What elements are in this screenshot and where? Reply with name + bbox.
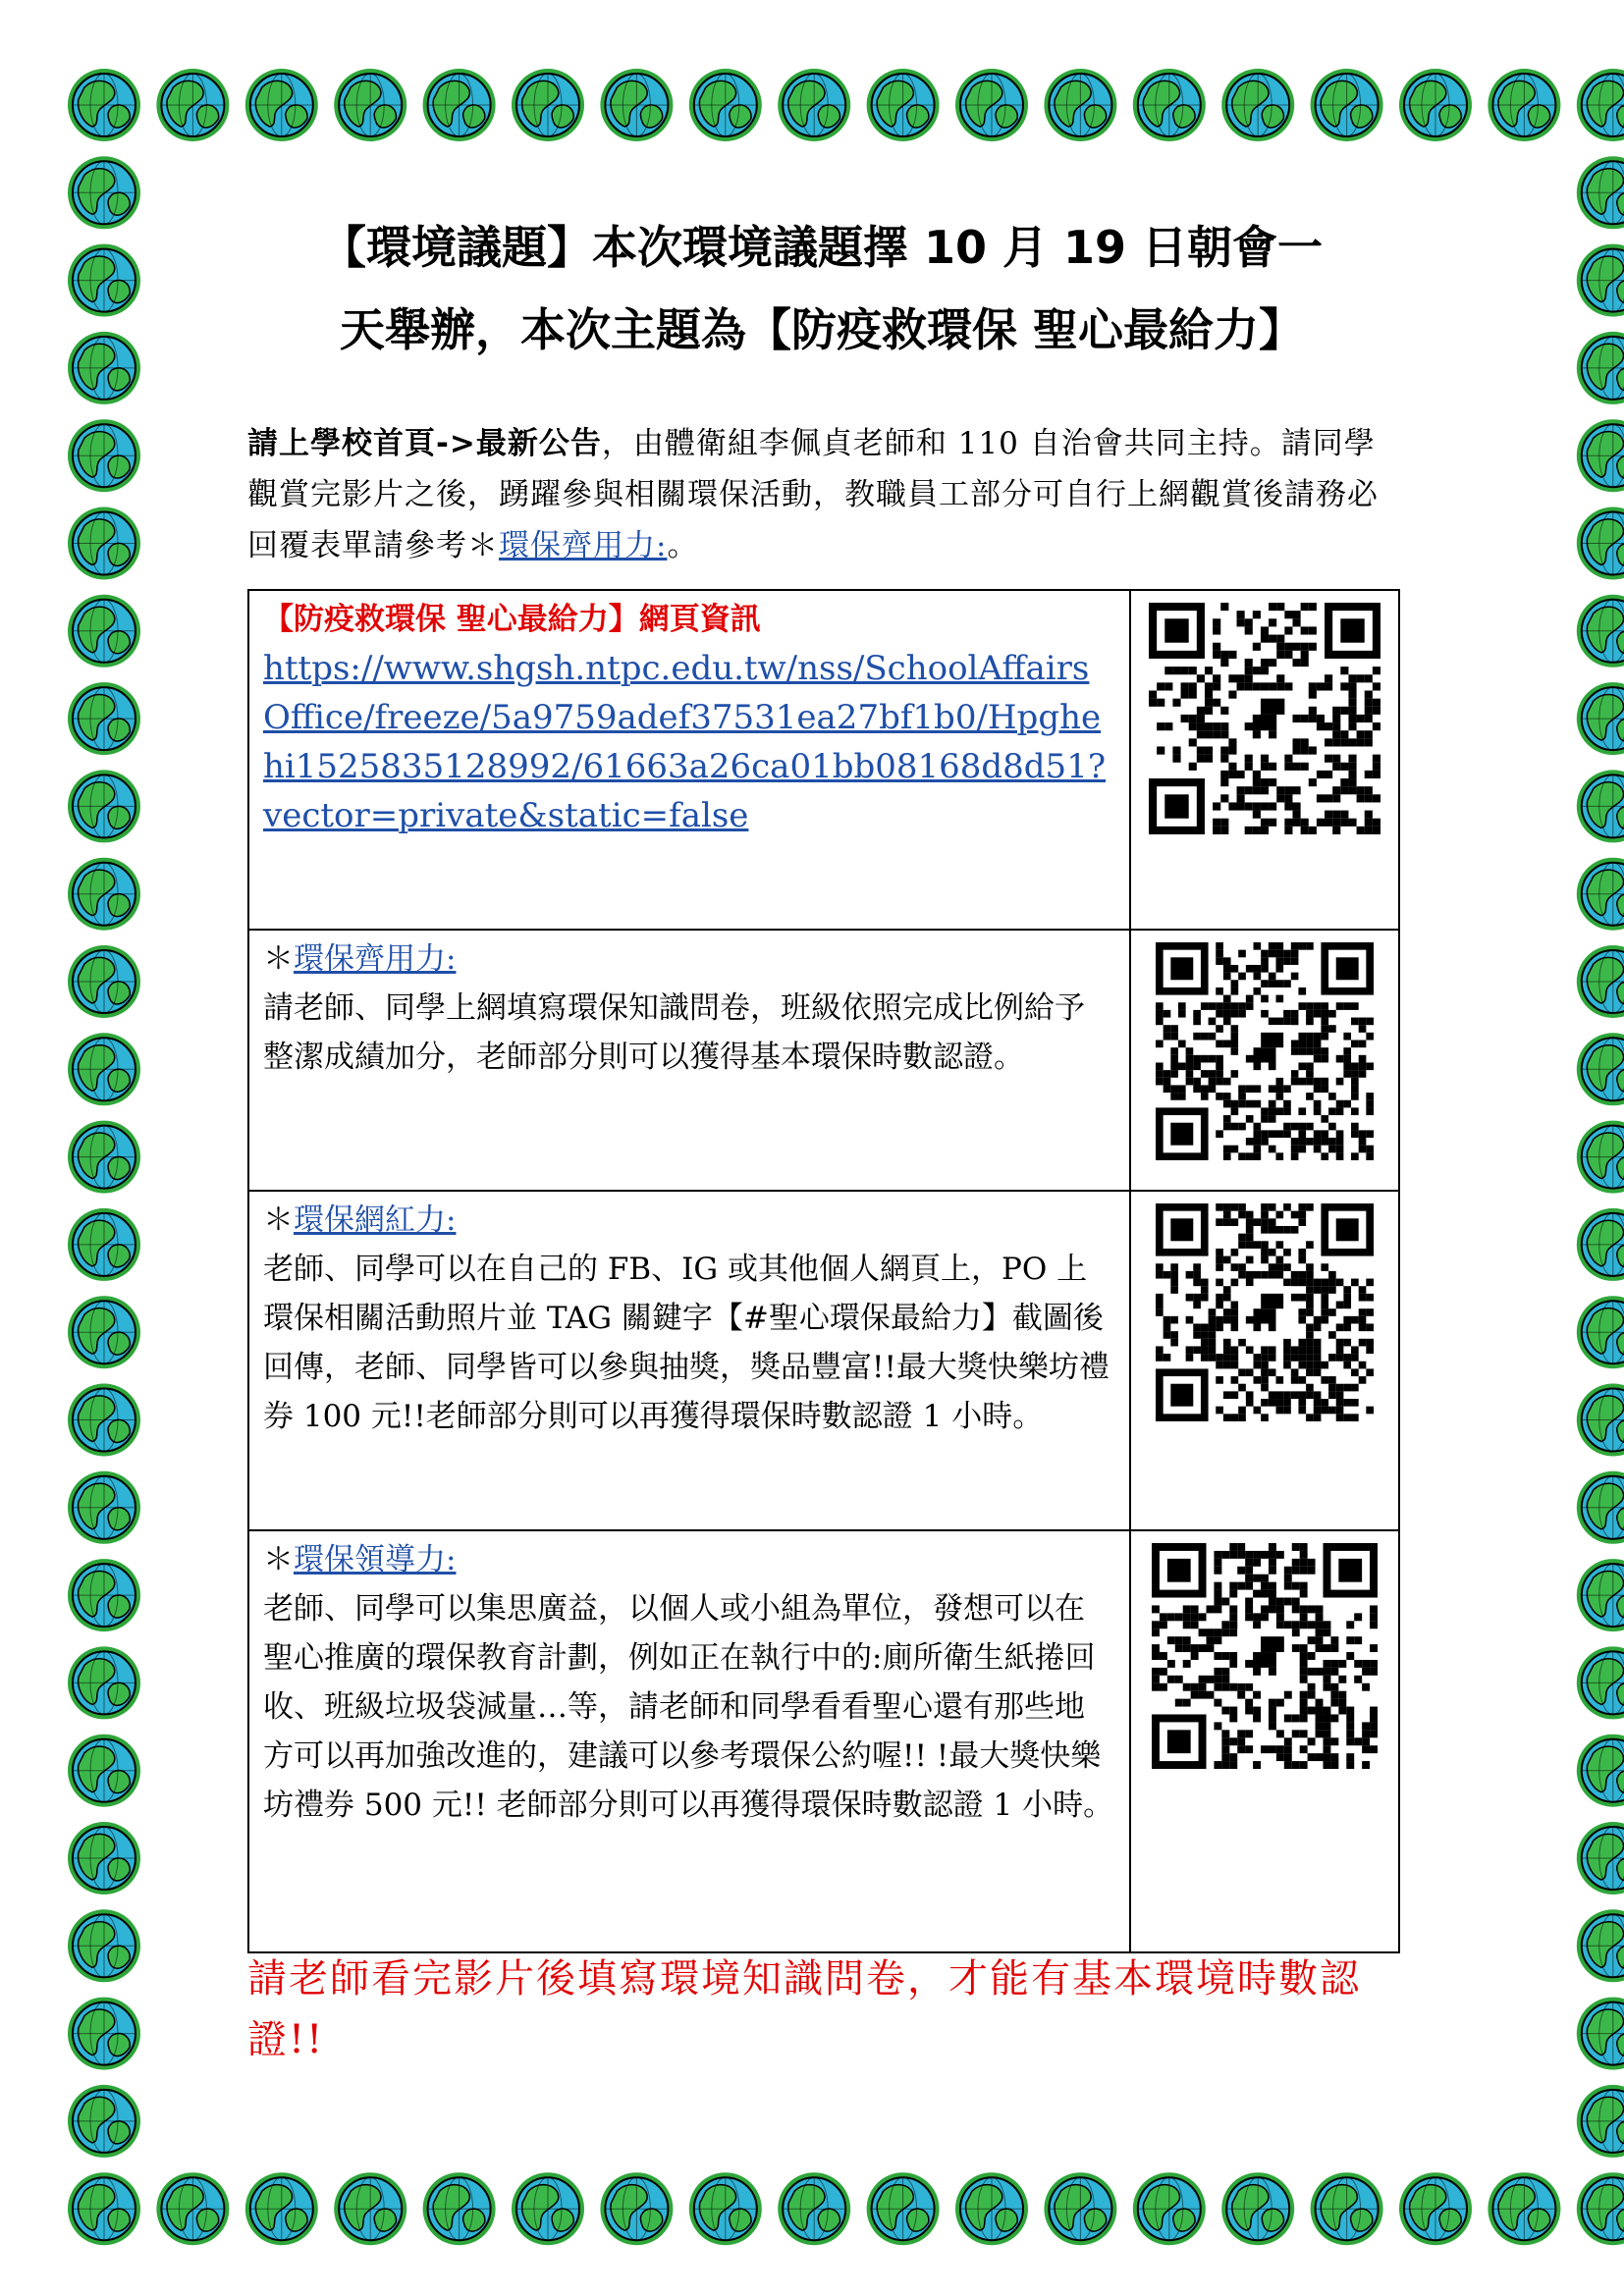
- globe-icon: [1577, 332, 1624, 404]
- qr-cell: [1130, 930, 1399, 1191]
- globe-icon: [1577, 1559, 1624, 1631]
- globe-icon: [68, 244, 140, 317]
- globe-icon: [68, 507, 140, 580]
- qr-code-icon[interactable]: [1156, 942, 1374, 1160]
- globe-icon: [423, 69, 496, 141]
- globe-icon: [1577, 419, 1624, 492]
- globe-icon: [778, 69, 850, 141]
- leadership-link[interactable]: 環保領導力:: [294, 1542, 457, 1577]
- globe-icon: [334, 69, 406, 141]
- globe-icon: [867, 2172, 940, 2245]
- globe-icon: [1577, 945, 1624, 1018]
- globe-icon: [1577, 1998, 1624, 2070]
- table-row: [248, 1530, 1399, 1952]
- globe-icon: [68, 1033, 140, 1105]
- globe-icon: [1221, 69, 1294, 141]
- globe-icon: [1577, 1822, 1624, 1895]
- qr-cell: [1130, 590, 1399, 930]
- globe-icon: [68, 156, 140, 229]
- globe-icon: [1577, 1384, 1624, 1457]
- globe-icon: [68, 332, 140, 404]
- row-influencer: [248, 1191, 1130, 1530]
- qr-code-icon[interactable]: [1149, 603, 1380, 834]
- globe-icon: [689, 69, 762, 141]
- globe-icon: [1577, 1471, 1624, 1544]
- qr-code-icon[interactable]: [1152, 1543, 1378, 1769]
- globe-icon: [423, 2172, 496, 2245]
- main-content: [247, 206, 1396, 571]
- globe-icon: [1221, 2172, 1294, 2245]
- leadership-body: 老師、同學可以集思廣益，以個人或小組為單位，發想可以在聖心推廣的環保教育計劃，例如正在執行中的:廁所衛生紙捲回收、班級垃圾袋減量…等，請老師和同學看看聖心還有那些地方可以再加強改進的，建議可以參考環保公約喔!! !最大獎快樂坊禮券 500 元!! 老師部分則可以再獲得環保時數認證 1 小時。: [263, 1591, 1114, 1823]
- globe-icon: [68, 2172, 140, 2245]
- qr-code-icon[interactable]: [1156, 1203, 1374, 1421]
- globe-icon: [1577, 1121, 1624, 1194]
- influencer-body: 老師、同學可以在自己的 FB、IG 或其他個人網頁上，PO 上環保相關活動照片並 TAG 關鍵字【#聖心環保最給力】截圖後回傳，老師、同學皆可以參與抽獎，獎品豐富!!最大獎快樂坊禮券 100 元!!老師部分則可以再獲得環保時數認證 1 小時。: [263, 1252, 1110, 1434]
- globe-icon: [600, 2172, 673, 2245]
- globe-icon: [1577, 1296, 1624, 1368]
- title-line-1: 【環境議題】本次環境議題擇 10 月 19 日朝會一: [320, 221, 1324, 274]
- globe-icon: [1577, 1735, 1624, 1807]
- table-row: [248, 590, 1399, 930]
- title-line-2: 天舉辦，本次主題為【防疫救環保 聖心最給力】: [339, 303, 1304, 356]
- globe-icon: [1577, 1208, 1624, 1281]
- globe-icon: [68, 945, 140, 1018]
- globe-icon: [1133, 69, 1206, 141]
- star: ＊: [263, 1542, 294, 1577]
- globe-icon: [245, 69, 318, 141]
- intro-bold: 請上學校首頁->最新公告: [247, 426, 602, 461]
- globe-icon: [156, 2172, 229, 2245]
- globe-icon: [1577, 682, 1624, 755]
- intro-text: ，由體衛組李佩貞老師和 110 自治會共同主持。請同學觀賞完影片之後，踴躍參與相關環保活動，教職員工部分可自行上網觀賞後請務必回覆表單請參考＊: [247, 426, 1379, 563]
- globe-icon: [1577, 595, 1624, 667]
- globe-icon: [245, 2172, 318, 2245]
- intro-end: 。: [667, 528, 699, 563]
- globe-icon: [68, 1471, 140, 1544]
- info-table: [247, 589, 1400, 1953]
- globe-icon: [1577, 770, 1624, 842]
- row-webpage-info: [248, 590, 1130, 930]
- globe-icon: [955, 69, 1028, 141]
- globe-icon: [778, 2172, 850, 2245]
- globe-icon: [68, 770, 140, 842]
- page-title: [247, 206, 1396, 371]
- globe-icon: [1399, 2172, 1472, 2245]
- webpage-url-link[interactable]: https://www.shgsh.ntpc.edu.tw/nss/SchoolAffairsOffice/freeze/5a9759adef37531ea27bf1b0/Hpghehi1525835128992/61663a26ca01bb08168d8d51?vector=private&static=false: [263, 649, 1107, 835]
- qr-cell: [1130, 1191, 1399, 1530]
- footer-note: 請老師看完影片後填寫環境知識問卷，才能有基本環境時數認證!!: [247, 1956, 1361, 2062]
- globe-icon: [1399, 69, 1472, 141]
- globe-icon: [68, 2085, 140, 2158]
- globe-icon: [1311, 2172, 1383, 2245]
- globe-icon: [1311, 69, 1383, 141]
- globe-icon: [68, 1646, 140, 1719]
- intro-link[interactable]: 環保齊用力:: [499, 528, 668, 563]
- globe-icon: [1044, 2172, 1116, 2245]
- globe-icon: [68, 1909, 140, 1982]
- globe-icon: [1488, 69, 1560, 141]
- participation-body: 請老師、同學上網填寫環保知識問卷，班級依照完成比例給予整潔成績加分，老師部分則可以獲得基本環保時數認證。: [263, 990, 1085, 1075]
- globe-icon: [68, 1559, 140, 1631]
- globe-icon: [68, 858, 140, 931]
- globe-icon: [1577, 2085, 1624, 2158]
- globe-icon: [689, 2172, 762, 2245]
- globe-icon: [68, 1735, 140, 1807]
- globe-icon: [1044, 69, 1116, 141]
- star: ＊: [263, 1202, 294, 1238]
- globe-icon: [1577, 156, 1624, 229]
- globe-icon: [68, 1121, 140, 1194]
- globe-icon: [1577, 244, 1624, 317]
- row-leadership: [248, 1530, 1130, 1952]
- globe-icon: [600, 69, 673, 141]
- globe-icon: [68, 69, 140, 141]
- table-row: [248, 930, 1399, 1191]
- globe-icon: [512, 2172, 584, 2245]
- webpage-heading: 【防疫救環保 聖心最給力】網頁資訊: [263, 602, 761, 637]
- qr-cell: [1130, 1530, 1399, 1952]
- globe-icon: [68, 682, 140, 755]
- globe-icon: [68, 1822, 140, 1895]
- globe-icon: [1488, 2172, 1560, 2245]
- globe-icon: [1577, 1646, 1624, 1719]
- globe-icon: [334, 2172, 406, 2245]
- table-row: [248, 1191, 1399, 1530]
- globe-icon: [867, 69, 940, 141]
- globe-icon: [68, 595, 140, 667]
- globe-icon: [68, 1208, 140, 1281]
- globe-icon: [1577, 1909, 1624, 1982]
- globe-icon: [1577, 69, 1624, 141]
- globe-icon: [1577, 858, 1624, 931]
- globe-icon: [68, 419, 140, 492]
- globe-icon: [156, 69, 229, 141]
- star: ＊: [263, 941, 294, 977]
- globe-icon: [955, 2172, 1028, 2245]
- globe-icon: [68, 1998, 140, 2070]
- participation-link[interactable]: 環保齊用力:: [294, 941, 457, 977]
- row-participation: [248, 930, 1130, 1191]
- globe-icon: [512, 69, 584, 141]
- globe-icon: [68, 1384, 140, 1457]
- globe-icon: [1577, 507, 1624, 580]
- globe-icon: [1133, 2172, 1206, 2245]
- intro-paragraph: [247, 418, 1396, 571]
- globe-icon: [68, 1296, 140, 1368]
- influencer-link[interactable]: 環保網紅力:: [294, 1202, 457, 1238]
- globe-icon: [1577, 1033, 1624, 1105]
- globe-icon: [1577, 2172, 1624, 2245]
